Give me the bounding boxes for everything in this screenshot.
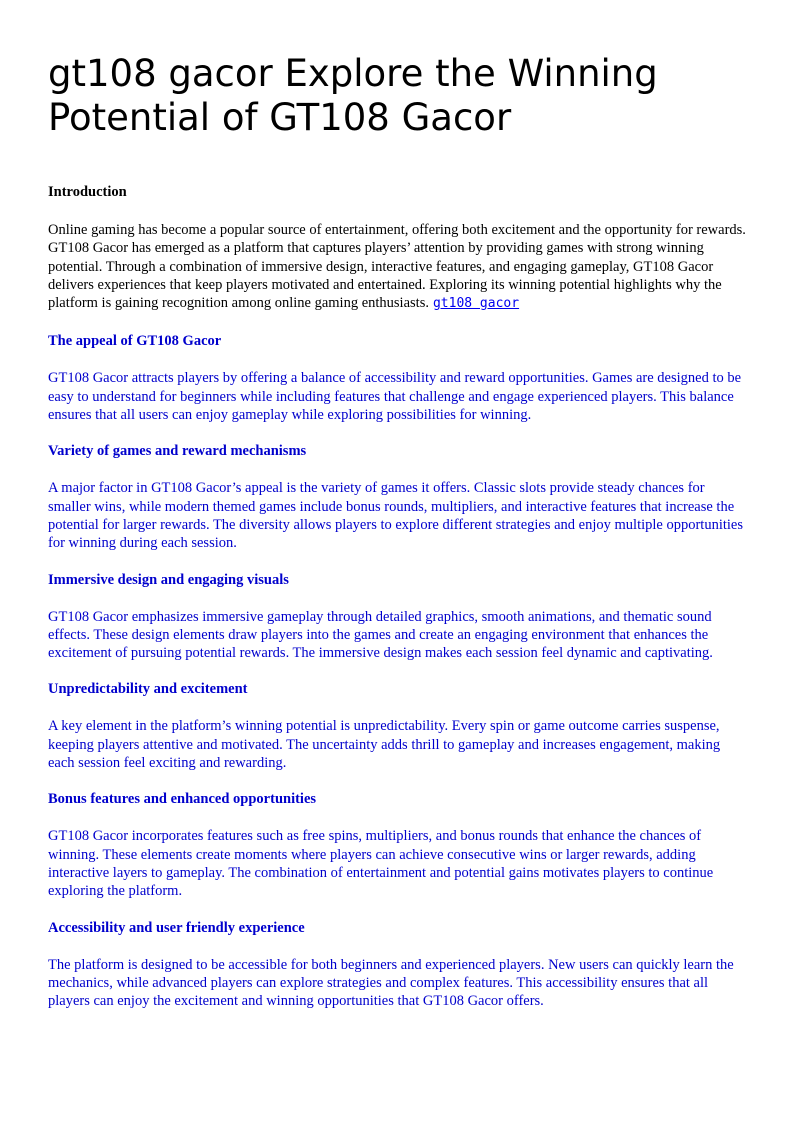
section-heading-accessibility: Accessibility and user friendly experience xyxy=(48,919,305,936)
section-heading-unpredictability: Unpredictability and excitement xyxy=(48,681,248,698)
section-heading-variety: Variety of games and reward mechanisms xyxy=(48,443,307,460)
intro-heading: Introduction xyxy=(48,184,127,200)
intro-text: Online gaming has become a popular source of entertainment, offering both excitement and the opportunity for rewards. GT108 Gacor has emerged as a platform that captures players’ attention by providing games with strong winning potential. Through a combination of immersive design, interactive features, and engaging gameplay, GT108 Gacor delivers experiences that keep players motivated and entertained. Exploring its winning potential highlights why the platform is gaining recognition among online gaming enthusiasts. xyxy=(48,222,746,312)
section-text-immersive: GT108 Gacor emphasizes immersive gameplay through detailed graphics, smooth animations, and thematic sound effects. These design elements draw players into the games and create an engaging environment that enhances the excitement of pursuing potential rewards. The immersive design makes each session feel dynamic and captivating. xyxy=(48,608,713,662)
section-text-unpredictability: A key element in the platform’s winning potential is unpredictability. Every spin or game outcome carries suspense, keeping players attentive and motivated. The uncertainty adds thrill to gameplay and increases engagement, making each session feel exciting and rewarding. xyxy=(48,718,721,772)
section-text-accessibility: The platform is designed to be accessible for both beginners and experienced players. New users can quickly learn the mechanics, while advanced players can explore strategies and complex features. This accessibility ensures that all players can enjoy the excitement and winning opportunities that GT108 Gacor offers. xyxy=(48,956,734,1010)
section-heading-immersive: Immersive design and engaging visuals xyxy=(48,571,289,588)
section-heading-appeal: The appeal of GT108 Gacor xyxy=(48,333,222,350)
section-heading-bonus: Bonus features and enhanced opportunities xyxy=(48,791,317,808)
intro-paragraph xyxy=(48,221,748,313)
gt108-gacor-link[interactable]: gt108 gacor xyxy=(432,296,520,312)
page-title: gt108 gacor Explore the Winning Potential of GT108 Gacor xyxy=(48,52,658,139)
section-text-appeal: GT108 Gacor attracts players by offering a balance of accessibility and reward opportunities. Games are designed to be easy to understand for beginners while including features that challenge and engage experienced players. This balance ensures that all users can enjoy gameplay while exploring possibilities for winning. xyxy=(48,370,742,424)
section-text-variety: A major factor in GT108 Gacor’s appeal is the variety of games it offers. Classic slots provide steady chances for smaller wins, while modern themed games include bonus rounds, multipliers, and interactive features that increase the potential for larger rewards. The diversity allows players to explore different strategies and enjoy multiple opportunities for winning during each session. xyxy=(48,480,744,552)
document-page xyxy=(48,0,748,1010)
section-text-bonus: GT108 Gacor incorporates features such as free spins, multipliers, and bonus rounds that enhance the chances of winning. These elements create moments where players can achieve consecutive wins or larger rewards, adding interactive layers to gameplay. The combination of entertainment and potential gains motivates players to continue exploring the platform. xyxy=(48,828,714,900)
sections xyxy=(48,332,748,1010)
